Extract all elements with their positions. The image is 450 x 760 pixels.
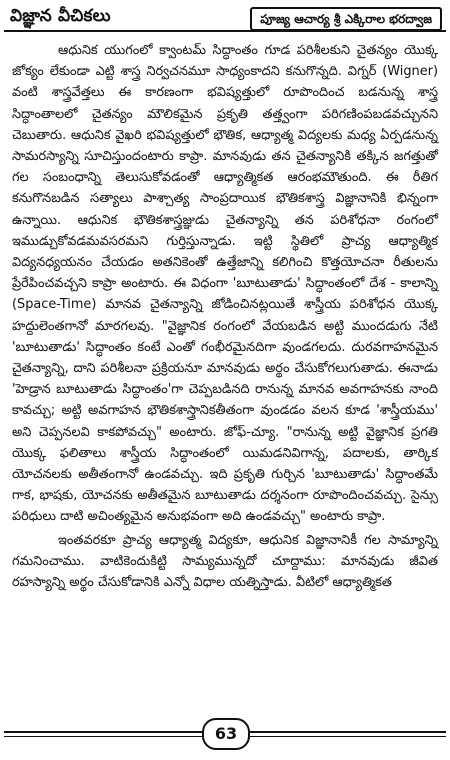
page-footer	[4, 712, 446, 752]
book-title: విజ్ఞాన వీచికలు	[10, 6, 111, 26]
page-number: 63	[202, 718, 250, 750]
paragraph-1: ఆధునిక యుగంలో క్వాంటమ్ సిద్ధాంతం గూడ పరిశీలకుని చైతన్యం యొక్క జోక్యం లేకుండా ఎట్టి శాస్త్ర నిర్వచనమూ సాధ్యంకాదని కనుగొన్నది. విగ్నర్ (Wigner) వంటి శాస్త్రవేత్తలు ఈ కారణంగా భవిష్యత్తులో రూపొందించ బడనున్న శాస్త్ర సిద్ధాంతాలలో చైతన్యం మౌలికమైన ప్రకృతి తత్త్వంగా పరిగణింపబడవచ్చునని చెబుతారు. ఆధునిక వైఖరి భవిష్యత్తులో భౌతిక, ఆధ్యాత్మ విద్యలకు మధ్య ఏర్పడనున్న సామరస్యాన్ని సూచిస్తుందంటారు కాప్రా. మానవుడు తన చైతన్యానికి తక్కిన జగత్తుతో గల సంబంధాన్ని తెలుసుకోవడంతో ఆధ్యాత్మికత ఆరంభమౌతుంది. ఈ రీతిగ కనుగొనబడిన సత్యాలు పాశ్చాత్య సాంప్రదాయిక భౌతికశాస్త్ర విజ్ఞానానికి భిన్నంగా ఉన్నాయి. ఆధునిక భౌతికశాస్త్రజ్ఞుడు చైతన్యాన్ని తన పరిశోధనా రంగంలో ఇముడ్చుకోవడమవసరమని గుర్తిస్తున్నాడు. ఇట్టి స్థితిలో ప్రాచ్య ఆధ్యాత్మిక విద్యనధ్యయనం చేయడం అతనికెంతో ఉత్తేజాన్ని కలిగించి కొత్తయోచనా రీతులను ప్రేరేపించవచ్చని కాప్రా అంటారు. ఈ విధంగా 'బూటుతాడు' సిద్ధాంతంలో దేశ - కాలాన్ని (Space-Time) మానవ చైతన్యాన్ని జోడించినట్లయితే శాస్త్రీయ పరిశోధన యొక్క హద్దులెంతగానో మారగలవు. "వైజ్ఞానిక రంగంలో వేయబడిన అట్టి ముందడుగు నేటి 'బూటుతాడు' సిద్ధాంతం కంటే ఎంతో గంభీరమైనదిగా వుండగలదు. దురవగాహనమైన చైతన్యాన్ని, దాని పరిశీలనా ప్రక్రియనూ మానవుడు అర్థం చేసుకోగలుగుతాడు. ఈనాడు 'హెడ్రాన బూటుతాడు సిద్ధాంతం'గా చెప్పబడినది రానున్న మానవ అవగాహనకు నాంది కావచ్చు; అట్టి అవగాహన భౌతికశాస్త్రానికతీతంగా వుండడం వలన కూడ 'శాస్త్రీయము' అని చెప్పనలవి కాకపోవచ్చు" అంటారు. జోఫ్-చ్యూ. "రానున్న అట్టి వైజ్ఞానిక ప్రగతి యొక్క ఫలితాలు శాస్త్రీయ సిద్ధాంతంలో యిమడనివిగాన్న, పదాలకు, తార్కిక యోచనలకు అతీతంగానో ఉండవచ్చు. ఇది ప్రకృతి గుర్చిన 'బూటుతాడు' సిద్ధాంతమే గాక, భాషకు, యోచనకు అతీతమైన బూటుతాడు దర్శనంగా రూపొందించవచ్చు. సైన్సు పరిధులు దాటి అచింత్యమైన అనుభవంగా అది ఉండవచ్చు" అంటారు కాప్రా.	[12, 43, 438, 525]
body-text	[12, 40, 438, 593]
author-box: పూజ్య ఆచార్య శ్రీ ఎక్కిరాల భరద్వాజ	[250, 7, 442, 31]
paragraph-2: ఇంతవరకూ ప్రాచ్య ఆధ్యాత్మ విద్యకూ, ఆధునిక విజ్ఞానానికీ గల సామ్యాన్ని గమనించాము. వాటికెందుకిట్టి సామ్యమున్నదో చూద్దాము: మానవుడు జీవిత రహస్యాన్ని అర్థం చేసుకోడానికి ఎన్నో విధాల యత్నిస్తాడు. వీటిలో ఆధ్యాత్మికత	[12, 532, 438, 591]
running-header	[4, 4, 446, 32]
